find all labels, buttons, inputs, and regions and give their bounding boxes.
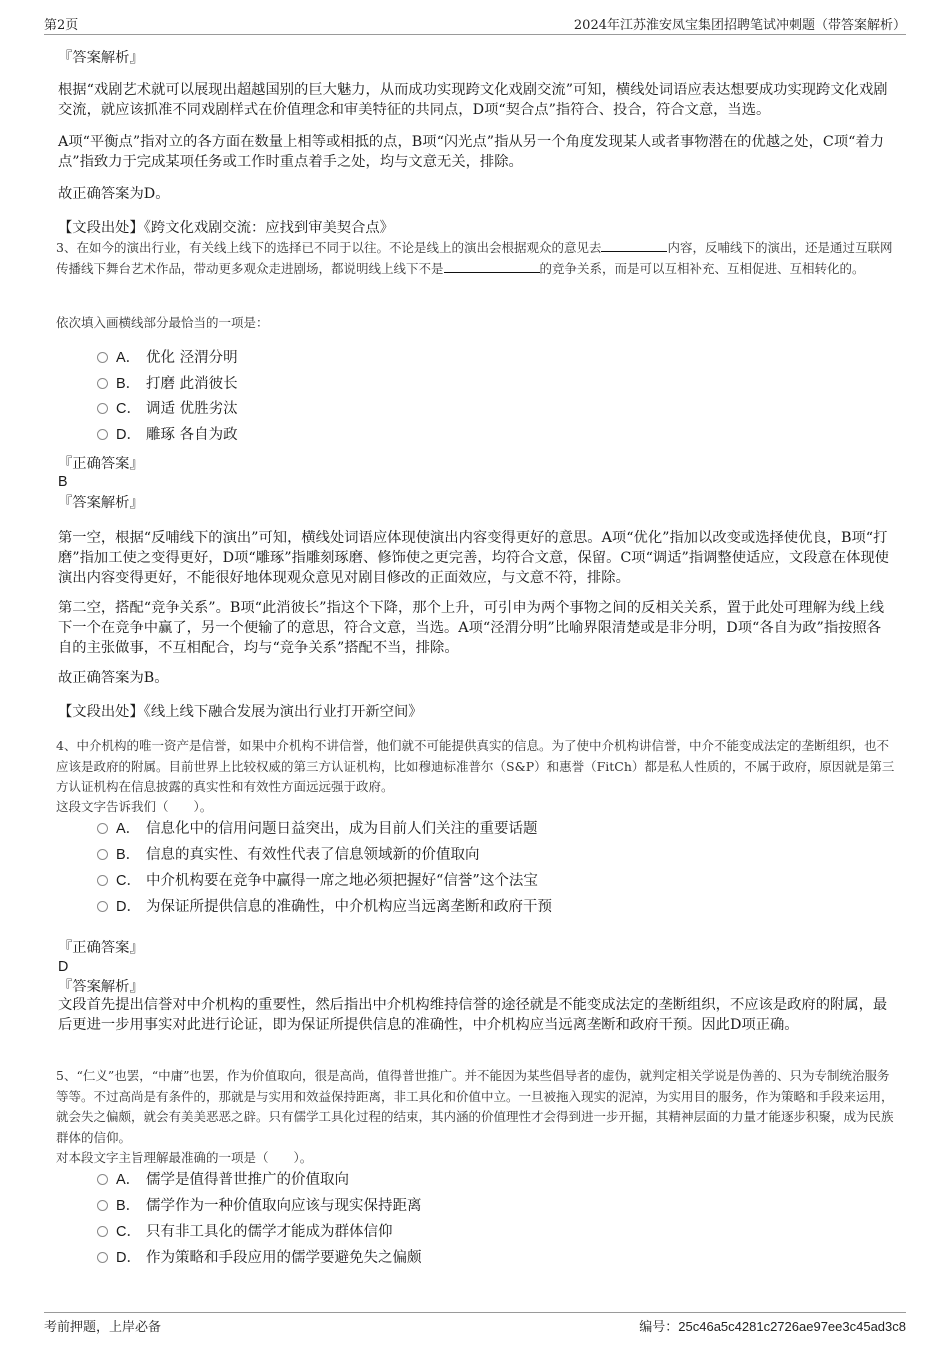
q3-option-b[interactable]: B． 打磨 此消彼长 <box>97 374 238 394</box>
page-footer <box>44 1312 906 1335</box>
q3-option-a[interactable]: A． 优化 泾渭分明 <box>97 348 238 368</box>
q5-prompt: 对本段文字主旨理解最准确的一项是（ ）。 <box>56 1150 313 1165</box>
q4-answer: D <box>58 959 69 975</box>
q5-stem: 5、“仁义”也罢，“中庸”也罢，作为价值取向，很是高尚，值得普世推广。并不能因为某些倡导者的虚伪，就判定相关学说是伪善的、只为专制统治服务等等。不过高尚是有条件的，那就是与实用和效益保持距离，非工具化和价值中立。一旦被拖入现实的泥淖，为实用目的服务，作为策略和手段来运用，就会失之偏颇，就会有美美恶恶之辟。只有儒学工具化过程的结束，其内涵的价值理性才会得到进一步开掘，其精神层面的力量才能逐步积聚，成为民族群体的信仰。 <box>56 1068 894 1145</box>
document-code: 编号：25c46a5c4281c2726ae97ee3c45ad3c8 <box>639 1319 906 1335</box>
q3-explain-p2: 第二空，搭配“竞争关系”。B项“此消彼长”指这个下降，那个上升，可引申为两个事物之间的反相关关系，置于此处可理解为线上线下一个在竞争中赢了，另一个便输了的意思，符合文意，当选。A项“泾渭分明”比喻界限清楚或是非分明，D项“各自为政”指按照各自的主张做事，不互相配合，均与“竞争关系”搭配不当，排除。 <box>58 600 885 656</box>
radio-icon[interactable] <box>97 1226 108 1237</box>
q4-answer-label: 『正确答案』 <box>58 940 144 956</box>
q3-blank-1 <box>601 238 667 252</box>
q5-option-b[interactable]: B． 儒学作为一种价值取向应该与现实保持距离 <box>97 1196 422 1216</box>
q3-prompt: 依次填入画横线部分最恰当的一项是： <box>56 315 269 330</box>
radio-icon[interactable] <box>97 1174 108 1185</box>
radio-icon[interactable] <box>97 352 108 363</box>
q3-explain-p1: 第一空，根据“反哺线下的演出”可知，横线处词语应体现使演出内容变得更好的意思。A项“优化”指加以改变或选择使优良，B项“打磨”指加工使之变得更好，D项“雕琢”指雕刻琢磨、修饰使之更完善，均符合文意，保留。C项“调适”指调整使适应，文段意在体现使演出内容变得更好，不能很好地体现观众意见对剧目修改的正面效应，与文意不符，排除。 <box>58 530 889 586</box>
q4-stem: 4、中介机构的唯一资产是信誉，如果中介机构不讲信誉，他们就不可能提供真实的信息。为了使中介机构讲信誉，中介不能变成法定的垄断组织，也不应该是政府的附属。目前世界上比较权威的第三方认证机构，比如穆迪标准普尔（S&P）和惠誉（FitCh）都是私人性质的，不属于政府，原因就是第三方认证机构在信息披露的真实性和有效性方面远远强于政府。 <box>56 738 895 794</box>
page-number: 第2页 <box>44 18 79 33</box>
q2-explain-p2: A项“平衡点”指对立的各方面在数量上相等或相抵的点，B项“闪光点”指从另一个角度发现某人或者事物潜在的优越之处，C项“着力点”指致力于完成某项任务或工作时重点着手之处，均与文意无关，排除。 <box>58 134 885 170</box>
q3-blank-2 <box>444 259 540 273</box>
q3-conclusion: 故正确答案为B。 <box>58 670 169 686</box>
radio-icon[interactable] <box>97 429 108 440</box>
q5-option-c[interactable]: C． 只有非工具化的儒学才能成为群体信仰 <box>97 1222 393 1242</box>
q4-prompt: 这段文字告诉我们（ ）。 <box>56 799 213 814</box>
footer-slogan: 考前押题，上岸必备 <box>44 1320 162 1335</box>
radio-icon[interactable] <box>97 849 108 860</box>
q4-option-a[interactable]: A． 信息化中的信用问题日益突出，成为目前人们关注的重要话题 <box>97 819 538 839</box>
q3-explain-label: 『答案解析』 <box>58 495 144 511</box>
q2-source: 【文段出处】《跨文化戏剧交流：应找到审美契合点》 <box>58 220 394 236</box>
q2-explain-label: 『答案解析』 <box>58 50 144 66</box>
radio-icon[interactable] <box>97 378 108 389</box>
page-header <box>44 14 906 35</box>
radio-icon[interactable] <box>97 1200 108 1211</box>
q4-explain-label: 『答案解析』 <box>58 979 144 995</box>
q4-option-d[interactable]: D． 为保证所提供信息的准确性，中介机构应当远离垄断和政府干预 <box>97 897 552 917</box>
radio-icon[interactable] <box>97 823 108 834</box>
q2-explain-p1: 根据“戏剧艺术就可以展现出超越国别的巨大魅力，从而成功实现跨文化戏剧交流”可知，横线处词语应表达想要成功实现跨文化戏剧交流，就应该抓准不同戏剧样式在价值理念和审美特征的共同点，D项“契合点”指符合、投合，符合文意，当选。 <box>58 82 888 118</box>
q3-answer: B <box>58 474 68 490</box>
q5-option-d[interactable]: D． 作为策略和手段应用的儒学要避免失之偏颇 <box>97 1248 422 1268</box>
q3-stem: 3、在如今的演出行业，有关线上线下的选择已不同于以往。不论是线上的演出会根据观众的意见去 内容，反哺线下的演出，还是通过互联网传播线下舞台艺术作品，带动更多观众走进剧场，都说明线上线下不是 的竞争关系，而是可以互相补充、互相促进、互相转化的。 <box>56 240 893 276</box>
q4-explain-p1: 文段首先提出信誉对中介机构的重要性，然后指出中介机构维持信誉的途径就是不能变成法定的垄断组织，不应该是政府的附属，最后更进一步用事实对此进行论证，即为保证所提供信息的准确性，中介机构应当远离垄断和政府干预。因此D项正确。 <box>58 997 888 1033</box>
q4-option-c[interactable]: C． 中介机构要在竞争中赢得一席之地必须把握好“信誉”这个法宝 <box>97 871 538 891</box>
radio-icon[interactable] <box>97 875 108 886</box>
document-title: 2024年江苏淮安凤宝集团招聘笔试冲刺题（带答案解析） <box>573 18 906 33</box>
q3-answer-label: 『正确答案』 <box>58 456 144 472</box>
q3-source: 【文段出处】《线上线下融合发展为演出行业打开新空间》 <box>58 704 423 720</box>
q3-option-c[interactable]: C． 调适 优胜劣汰 <box>97 399 238 419</box>
q3-option-d[interactable]: D． 雕琢 各自为政 <box>97 425 238 445</box>
q2-conclusion: 故正确答案为D。 <box>58 186 170 202</box>
q5-option-a[interactable]: A． 儒学是值得普世推广的价值取向 <box>97 1170 349 1190</box>
radio-icon[interactable] <box>97 1252 108 1263</box>
radio-icon[interactable] <box>97 403 108 414</box>
radio-icon[interactable] <box>97 901 108 912</box>
q4-option-b[interactable]: B． 信息的真实性、有效性代表了信息领域新的价值取向 <box>97 845 480 865</box>
